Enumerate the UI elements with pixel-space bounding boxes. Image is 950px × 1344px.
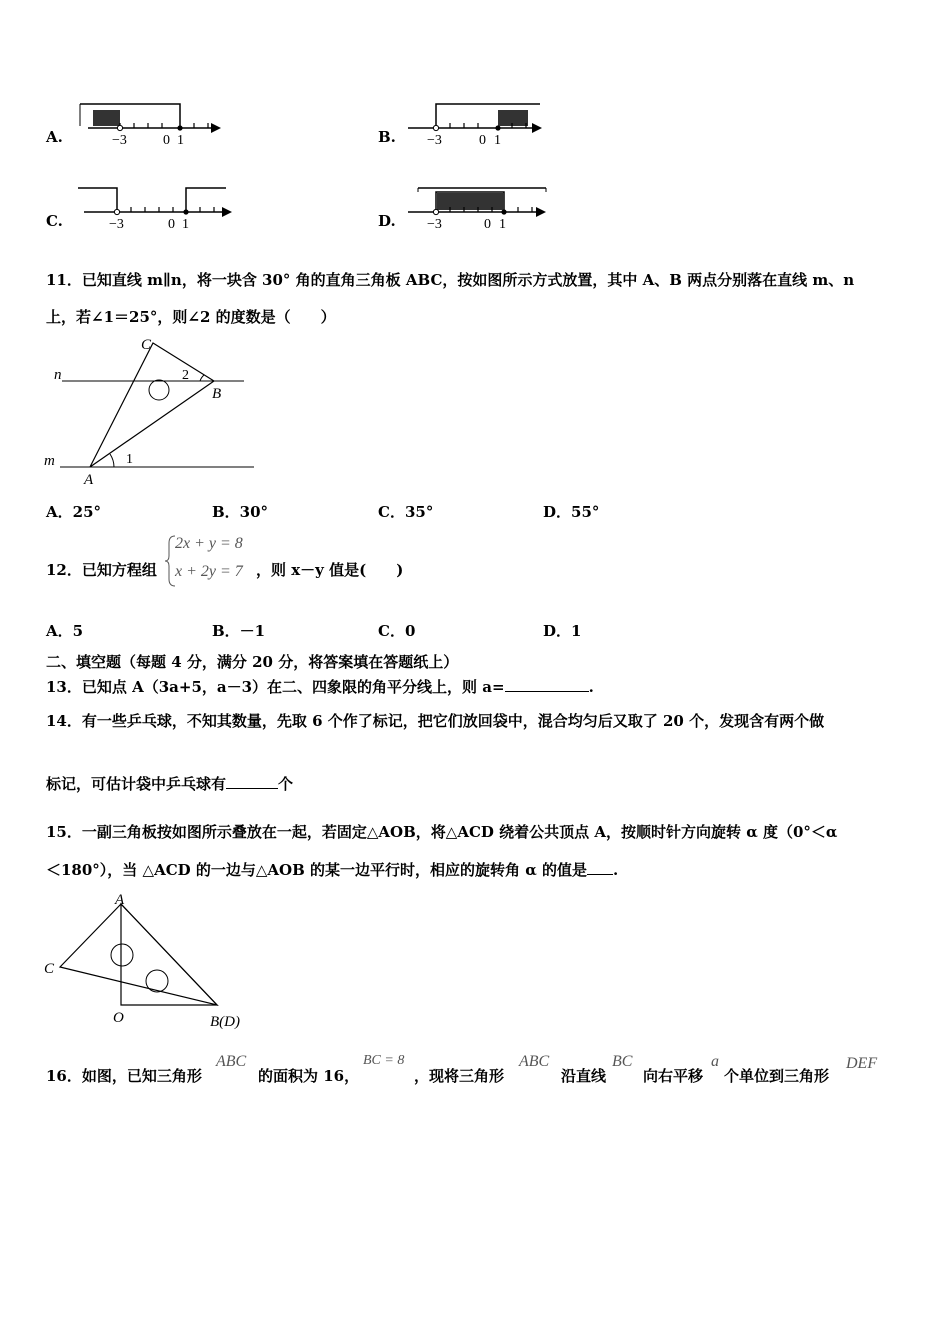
q12-option-a[interactable]: A．5 [46,622,84,640]
hole-1 [111,944,133,966]
tick-label: 1 [177,133,184,148]
q11-option-b[interactable]: B．30° [212,503,269,521]
tick-label: 0 [484,217,491,232]
label-m: m [44,453,55,469]
open-point [433,209,438,214]
number-line-d [404,182,554,236]
question-16-p1: 16．如图，已知三角形 [46,1067,202,1085]
math-abc-2: ABC [519,1053,550,1070]
tick-label: 1 [182,217,189,232]
q12-option-d[interactable]: D．1 [543,622,582,640]
question-14-unit: 个 [278,775,294,793]
tick-label: −3 [427,133,442,148]
label-a: A [115,892,125,908]
equation-1: 2x + y = 8 [175,535,243,552]
tick-label: −3 [112,133,127,148]
question-14-line2 [46,774,293,794]
question-15-end: . [613,861,619,879]
option-a-label: A. [46,128,63,146]
question-14-line1: 14．有一些乒乓球，不知其数量，先取 6 个作了标记，把它们放回袋中，混合均匀后又取了 20 个，发现含有两个做 [46,712,825,730]
label-b: B [212,386,222,402]
tick-label: 0 [479,133,486,148]
tick-label: 1 [499,217,506,232]
option-c-label: C. [46,212,63,230]
label-c: C [44,961,55,977]
question-13-end: . [588,678,594,696]
math-def: DEF [846,1055,878,1072]
tick-label: −3 [109,217,124,232]
question-12-suffix: ，则 x－y 值是( ) [256,561,404,579]
closed-point [183,209,188,214]
label-n: n [54,367,62,383]
label-a: A [84,472,94,488]
math-abc-1: ABC [216,1053,247,1070]
option-b-label: B. [378,128,396,146]
angle-1-arc [110,454,114,467]
tick-label: 1 [494,133,501,148]
label-bd: B(D) [210,1014,240,1030]
label-o: O [113,1010,124,1026]
number-line-b [404,98,554,152]
question-13 [46,677,594,697]
closed-point [177,125,182,130]
math-a: a [711,1053,719,1070]
question-15-figure [40,888,260,1034]
triangle-abc [90,343,214,467]
question-16-p5: 向右平移 [643,1067,704,1085]
question-15-line2 [46,860,618,880]
label-angle-2: 2 [182,368,189,383]
question-15-text: ＜180°），当 △ACD 的一边与△AOB 的某一边平行时，相应的旋转角 α 的值是 [46,861,588,879]
answer-blank-15[interactable] [587,860,613,875]
section-2-heading: 二、填空题（每题 4 分，满分 20 分，将答案填在答题纸上） [46,653,459,671]
shaded-region [437,193,504,210]
tick-label: 0 [168,217,175,232]
question-13-text: 13．已知点 A（3a+5，a－3）在二、四象限的角平分线上，则 a= [46,678,505,696]
number-line-a [78,98,228,152]
open-point [117,125,122,130]
angle-2-arc [200,375,204,381]
tick-label: 0 [163,133,170,148]
question-11-line1: 11．已知直线 m∥n，将一块含 30° 角的直角三角板 ABC，按如图所示方式放置，其中 A、B 两点分别落在直线 m、n [46,271,855,289]
question-16-p3: ，现将三角形 [414,1067,505,1085]
triangle-hole [149,380,169,400]
question-12-prefix: 12．已知方程组 [46,561,157,579]
q11-option-a[interactable]: A．25° [46,503,102,521]
q11-option-d[interactable]: D．55° [543,503,600,521]
answer-blank-13[interactable] [505,677,589,692]
question-11-line2: 上，若∠1＝25°，则∠2 的度数是（ ） [46,308,336,326]
open-point [433,125,438,130]
shaded-region [498,110,528,126]
question-16-p2: 的面积为 16， [258,1067,360,1085]
triangle-acd [60,904,217,1005]
label-c: C [141,337,152,353]
q12-option-b[interactable]: B．－1 [212,622,266,640]
math-bc: BC [612,1053,633,1070]
math-bc-8: BC = 8 [363,1053,405,1068]
question-15-line1: 15．一副三角板按如图所示叠放在一起，若固定△AOB，将△ACD 绕着公共顶点 A，按顺时针方向旋转 α 度（0°＜α [46,823,838,841]
q12-option-c[interactable]: C．0 [378,622,416,640]
question-11-figure [40,334,270,490]
closed-point [501,209,506,214]
hole-2 [146,970,168,992]
closed-point [495,125,500,130]
equation-2: x + 2y = 7 [175,563,243,580]
answer-blank-14[interactable] [226,774,278,789]
question-14-text: 标记，可估计袋中乒乓球有 [46,775,227,793]
open-point [114,209,119,214]
q11-option-c[interactable]: C．35° [378,503,434,521]
number-line-c [74,182,234,236]
tick-label: −3 [427,217,442,232]
question-16-p4: 沿直线 [561,1067,607,1085]
option-d-label: D. [378,212,396,230]
shaded-region [93,110,120,126]
question-16-p6: 个单位到三角形 [724,1067,830,1085]
label-angle-1: 1 [126,452,133,467]
